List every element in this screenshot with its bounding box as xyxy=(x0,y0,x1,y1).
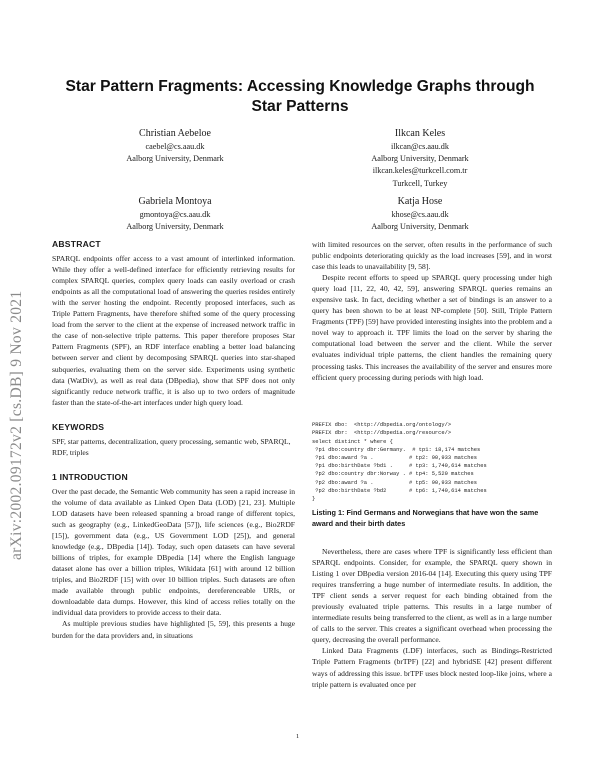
body-paragraph: Linked Data Fragments (LDF) interfaces, such as Bindings-Restricted Triple Pattern Fragments (brTPF) [22] and hybridSE [42] present different ways of addressing this issue. brTPF uses block nested loop-like joins, where a triple pattern is evaluated once per xyxy=(312,646,552,689)
author-name: Christian Aebeloe xyxy=(139,128,211,139)
body-paragraph: Despite recent efforts to speed up SPARQL query processing under high query load [11, 22, 40, 42, 59], answering SPARQL queries remains an expensive task. In fact, deciding whether a set of bindings is an answer to a query has been shown to be at least NP-complete [50]. Still, Triple Pattern Fragments (TPF) [59] have provided interesting insights into the problem and a novel way to approach it. TPF limits the load on the server by sharing the computational load between the server and the client. While the server evaluates individual triple patterns, the client handles the remaining query processing tasks. This increases the availability of the server and ensures more efficient query processing during periods with high load. xyxy=(312,273,552,382)
code-line: ?p1 dbo:award ?a . # tp2: 90,933 matches xyxy=(312,455,477,462)
code-line: PREFIX dbo: <http://dbpedia.org/ontology/> xyxy=(312,422,452,429)
paper-title: Star Pattern Fragments: Accessing Knowledge Graphs through Star Patterns xyxy=(65,78,535,115)
code-line: PREFIX dbr: <http://dbpedia.org/resource/> xyxy=(312,430,452,437)
introduction-paragraph: As multiple previous studies have highlighted [5, 59], this presents a huge burden for the data providers and, in situations xyxy=(52,619,295,640)
author-affiliation: Aalborg University, Denmark xyxy=(371,222,469,232)
abstract-text: SPARQL endpoints offer access to a vast amount of interlinked information. While they offer a well-defined interface for efficiently retrieving results for complex SPARQL queries, complex query loads can easily overload or crash endpoints as all the computational load of answering the queries resides entirely with the server hosting the endpoint. Recently proposed interfaces, such as Triple Pattern Fragments, have therefore shifted some of the query processing load from the server to the client at the expense of increased network traffic in the case of non-selective triple patterns. This paper therefore proposes Star Pattern Fragments (SPF), an RDF interface enabling a better load balancing between server and client by decomposing SPARQL queries into star-shaped subqueries, evaluating them on the server side. Experiments using synthetic data (WatDiv), as well as real data (DBpedia), show that SPF does not only significantly reduce network traffic, it is also up to two orders of magnitude faster than the state-of-the-art interfaces under high query load. xyxy=(52,254,295,407)
code-line: ?p2 dbo:award ?a . # tp5: 90,933 matches xyxy=(312,479,477,486)
author-block xyxy=(345,195,495,233)
listing-caption: Listing 1: Find Germans and Norwegians that have won the same award and their birth dates xyxy=(312,508,539,528)
author-email: gmontoya@cs.aau.dk xyxy=(139,210,211,219)
body-paragraph: Nevertheless, there are cases where TPF is significantly less efficient than SPARQL endpoints. Consider, for example, the SPARQL query shown in Listing 1 over DBpedia version 2016-04 [14]. Executing this query using TPF requires transferring a huge number of intermediate results. In addition, the TPF client sends a server request for each binding obtained from the previously evaluated triple patterns. This results in a large number of intermediate results being transferred to the client, as well as in a large number of calls to the server. This creates a significant overhead when processing the query, decreasing the overall performance. xyxy=(312,547,552,645)
code-line: ?p1 dbo:country dbr:Germany. # tp1: 18,174 matches xyxy=(312,446,481,453)
author-block xyxy=(100,127,250,165)
author-email-secondary: ilkcan.keles@turkcell.com.tr xyxy=(372,166,468,176)
introduction-heading: 1 INTRODUCTION xyxy=(52,471,128,482)
code-line: ?p2 dbo:country dbr:Norway . # tp4: 5,520 matches xyxy=(312,471,474,478)
introduction-paragraph: Over the past decade, the Semantic Web community has seen a rapid increase in the volume of data available as Linked Open Data (LOD) [21, 23]. Multiple LOD datasets have been released spanning a broad range of different topics, such as geography (e.g., LinkedGeoData [57]), life sciences (e.g., Bio2RDF [15]), government data (e.g., US Government LOD [25]), and general knowledge (e.g., DBpedia [14]). Today, such open datasets can have several billions of triples, for example DBpedia [14] where the English language dataset alone has over a billion triples, Wikidata [61] with around 12 billion triples, and Bio2RDF [15] with over 10 billion triples. Such datasets are often made available through public endpoints, dereferenceable URIs, or downloadable data dumps. However, this kind of access relies totally on the individual data providers to provide access to their data. xyxy=(52,486,295,618)
page-number: 1 xyxy=(296,733,300,740)
author-name: Gabriela Montoya xyxy=(138,196,212,207)
body-paragraph: with limited resources on the server, often results in the performance of such public endpoints deteriorating quickly as the load increases [59], and in worst case this leads to unavailability [9, 58]. xyxy=(312,240,552,272)
author-affiliation: Aalborg University, Denmark xyxy=(126,222,224,232)
arxiv-identifier: arXiv:2002.09172v2 [cs.DB] 9 Nov 2021 xyxy=(8,290,25,560)
author-email: caebel@cs.aau.dk xyxy=(145,142,205,151)
code-listing xyxy=(312,413,487,511)
author-affiliation: Aalborg University, Denmark xyxy=(371,154,469,164)
author-name: Katja Hose xyxy=(397,196,443,207)
author-email: khose@cs.aau.dk xyxy=(391,210,449,219)
right-column-upper xyxy=(312,239,552,383)
author-affiliation: Aalborg University, Denmark xyxy=(126,154,224,164)
code-line: } xyxy=(312,496,316,503)
author-email: ilkcan@cs.aau.dk xyxy=(390,142,449,151)
code-line: ?p2 dbo:birthDate ?bd2 # tp6: 1,740,614 matches xyxy=(312,487,487,494)
abstract-heading: ABSTRACT xyxy=(52,239,101,249)
author-block xyxy=(345,127,495,190)
author-block xyxy=(100,195,250,233)
author-name: Ilkcan Keles xyxy=(394,128,446,139)
left-column xyxy=(52,239,295,641)
keywords-text: SPF, star patterns, decentralization, query processing, semantic web, SPARQL, RDF, triples xyxy=(52,436,291,457)
author-affiliation-secondary: Turkcell, Turkey xyxy=(392,178,448,188)
right-column-lower xyxy=(312,546,552,690)
keywords-heading: KEYWORDS xyxy=(52,421,105,432)
code-line: select distinct * where { xyxy=(312,438,393,445)
code-line: ?p1 dbo:birthDate ?bd1 . # tp3: 1,740,614 matches xyxy=(312,463,487,470)
